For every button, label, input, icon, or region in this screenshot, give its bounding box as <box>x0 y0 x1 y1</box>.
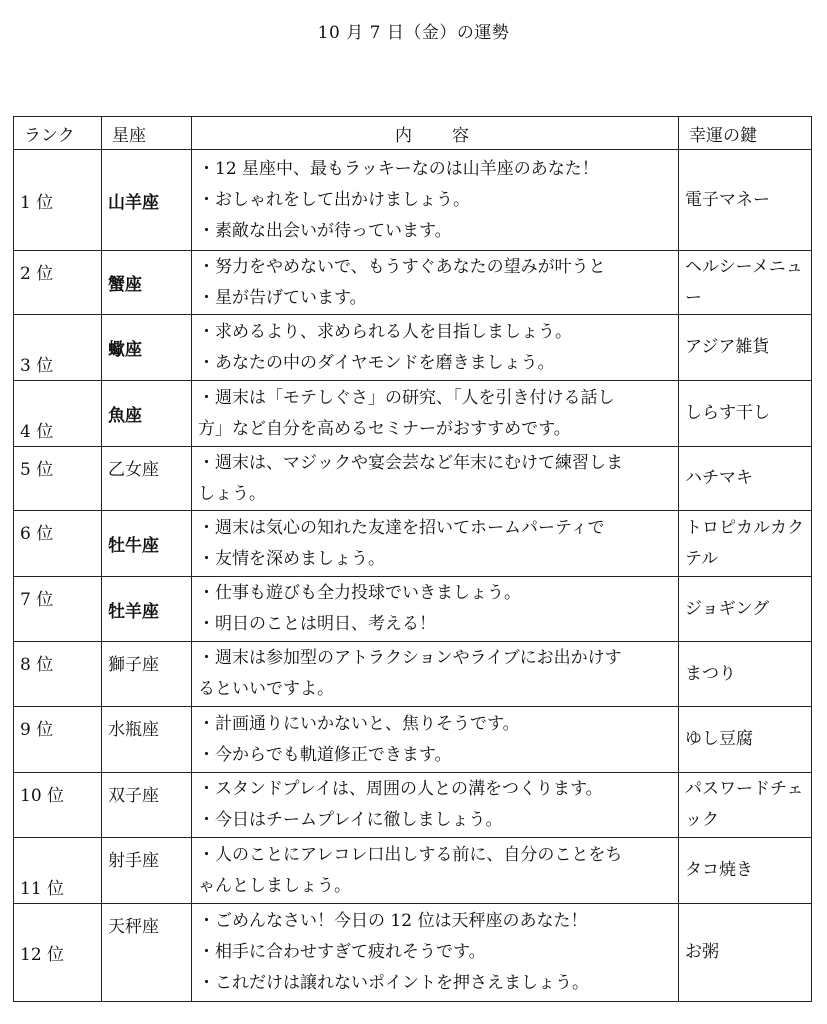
content-line: ・努力をやめないで、もうすぐあなたの望みが叶うと <box>198 256 606 277</box>
content-line: ・12 星座中、最もラッキーなのは山羊座のあなた！ <box>198 158 599 179</box>
rank-cell: 12 位 <box>14 904 102 1002</box>
content-line: ・週末は、マジックや宴会芸など年末にむけて練習しま <box>198 452 623 473</box>
lucky-key-cell: まつり <box>679 642 812 707</box>
content-line: ・週末は「モテしぐさ」の研究、「人を引き付ける話し <box>198 387 615 408</box>
sign-cell: 乙女座 <box>102 447 192 511</box>
header-key: 幸運の鍵 <box>679 117 812 150</box>
content-line: ・ごめんなさい！今日の 12 位は天秤座のあなた！ <box>198 911 588 931</box>
lucky-key-cell: パスワードチェック <box>679 773 812 838</box>
rank-cell: 3 位 <box>14 315 102 381</box>
content-line: るといいですよ。 <box>198 679 334 699</box>
content-cell <box>192 707 679 773</box>
table-row <box>14 447 812 511</box>
fortune-table <box>13 116 812 1002</box>
rank-cell: 1 位 <box>14 150 102 251</box>
content-line: ・週末は気心の知れた友達を招いてホームパーティで <box>198 517 605 538</box>
lucky-key-cell: アジア雑貨 <box>679 315 812 381</box>
content-line: ・友情を深めましょう。 <box>198 548 385 569</box>
content-line: 方」など自分を高めるセミナーがおすすめです。 <box>198 418 571 439</box>
lucky-key-cell: ヘルシーメニュー <box>679 251 812 315</box>
lucky-key-cell: しらす干し <box>679 381 812 447</box>
lucky-key-cell: ハチマキ <box>679 447 812 511</box>
content-line: ・人のことにアレコレ口出しする前に、自分のことをち <box>198 844 623 865</box>
table-row <box>14 150 812 251</box>
content-line: ・今日はチームプレイに徹しましょう。 <box>198 810 503 830</box>
content-line: ・あなたの中のダイヤモンドを磨きましょう。 <box>198 352 555 373</box>
rank-cell: 8 位 <box>14 642 102 707</box>
sign-cell: 蠍座 <box>102 315 192 381</box>
content-cell <box>192 447 679 511</box>
table-row <box>14 707 812 773</box>
lucky-key-cell: ゆし豆腐 <box>679 707 812 773</box>
content-cell <box>192 904 679 1002</box>
content-line: ゃんとしましょう。 <box>198 875 351 896</box>
table-row <box>14 642 812 707</box>
content-line: ・これだけは譲れないポイントを押さえましょう。 <box>198 973 589 993</box>
table-row <box>14 251 812 315</box>
content-cell <box>192 511 679 577</box>
rank-cell: 5 位 <box>14 447 102 511</box>
lucky-key-cell: ジョギング <box>679 577 812 642</box>
rank-cell: 4 位 <box>14 381 102 447</box>
table-row <box>14 511 812 577</box>
lucky-key-cell: お粥 <box>679 904 812 1002</box>
sign-cell: 獅子座 <box>102 642 192 707</box>
table-row <box>14 773 812 838</box>
table-header-row <box>14 117 812 150</box>
table-row <box>14 381 812 447</box>
content-line: ・計画通りにいかないと、焦りそうです。 <box>198 713 520 734</box>
lucky-key-cell: タコ焼き <box>679 838 812 904</box>
rank-cell: 7 位 <box>14 577 102 642</box>
header-rank: ランク <box>14 117 102 150</box>
content-line: ・週末は参加型のアトラクションやライブにお出かけす <box>198 648 622 668</box>
content-line: ・スタンドプレイは、周囲の人との溝をつくります。 <box>198 779 603 799</box>
sign-cell: 牡牛座 <box>102 511 192 577</box>
content-line: ・求めるより、求められる人を目指しましょう。 <box>198 321 572 342</box>
content-line: ・明日のことは明日、考える！ <box>198 614 436 634</box>
content-cell <box>192 251 679 315</box>
page-title: 10 月 7 日（金）の運勢 <box>317 23 510 43</box>
lucky-key-cell: 電子マネー <box>679 150 812 251</box>
content-cell <box>192 838 679 904</box>
content-line: ・素敵な出会いが待っています。 <box>198 220 452 241</box>
content-cell <box>192 315 679 381</box>
content-cell <box>192 381 679 447</box>
rank-cell: 11 位 <box>14 838 102 904</box>
content-cell <box>192 150 679 251</box>
content-line: ・仕事も遊びも全力投球でいきましょう。 <box>198 583 521 603</box>
content-line: ・おしゃれをして出かけましょう。 <box>198 189 470 210</box>
header-sign: 星座 <box>102 117 192 150</box>
sign-cell: 魚座 <box>102 381 192 447</box>
rank-cell: 2 位 <box>14 251 102 315</box>
sign-cell: 蟹座 <box>102 251 192 315</box>
rank-cell: 10 位 <box>14 773 102 838</box>
table-row <box>14 577 812 642</box>
header-content: 内容 <box>192 117 679 150</box>
content-line: ・相手に合わせすぎて疲れそうです。 <box>198 942 486 962</box>
table-row <box>14 315 812 381</box>
sign-cell: 水瓶座 <box>102 707 192 773</box>
content-cell <box>192 577 679 642</box>
lucky-key-cell: トロピカルカクテル <box>679 511 812 577</box>
content-cell <box>192 773 679 838</box>
content-line: しょう。 <box>198 483 266 504</box>
table-row <box>14 904 812 1002</box>
rank-cell: 6 位 <box>14 511 102 577</box>
sign-cell: 牡羊座 <box>102 577 192 642</box>
sign-cell: 射手座 <box>102 838 192 904</box>
content-cell <box>192 642 679 707</box>
table-row <box>14 838 812 904</box>
rank-cell: 9 位 <box>14 707 102 773</box>
sign-cell: 天秤座 <box>102 904 192 1002</box>
sign-cell: 双子座 <box>102 773 192 838</box>
content-line: ・星が告げています。 <box>198 287 367 308</box>
content-line: ・今からでも軌道修正できます。 <box>198 744 452 765</box>
sign-cell: 山羊座 <box>102 150 192 251</box>
